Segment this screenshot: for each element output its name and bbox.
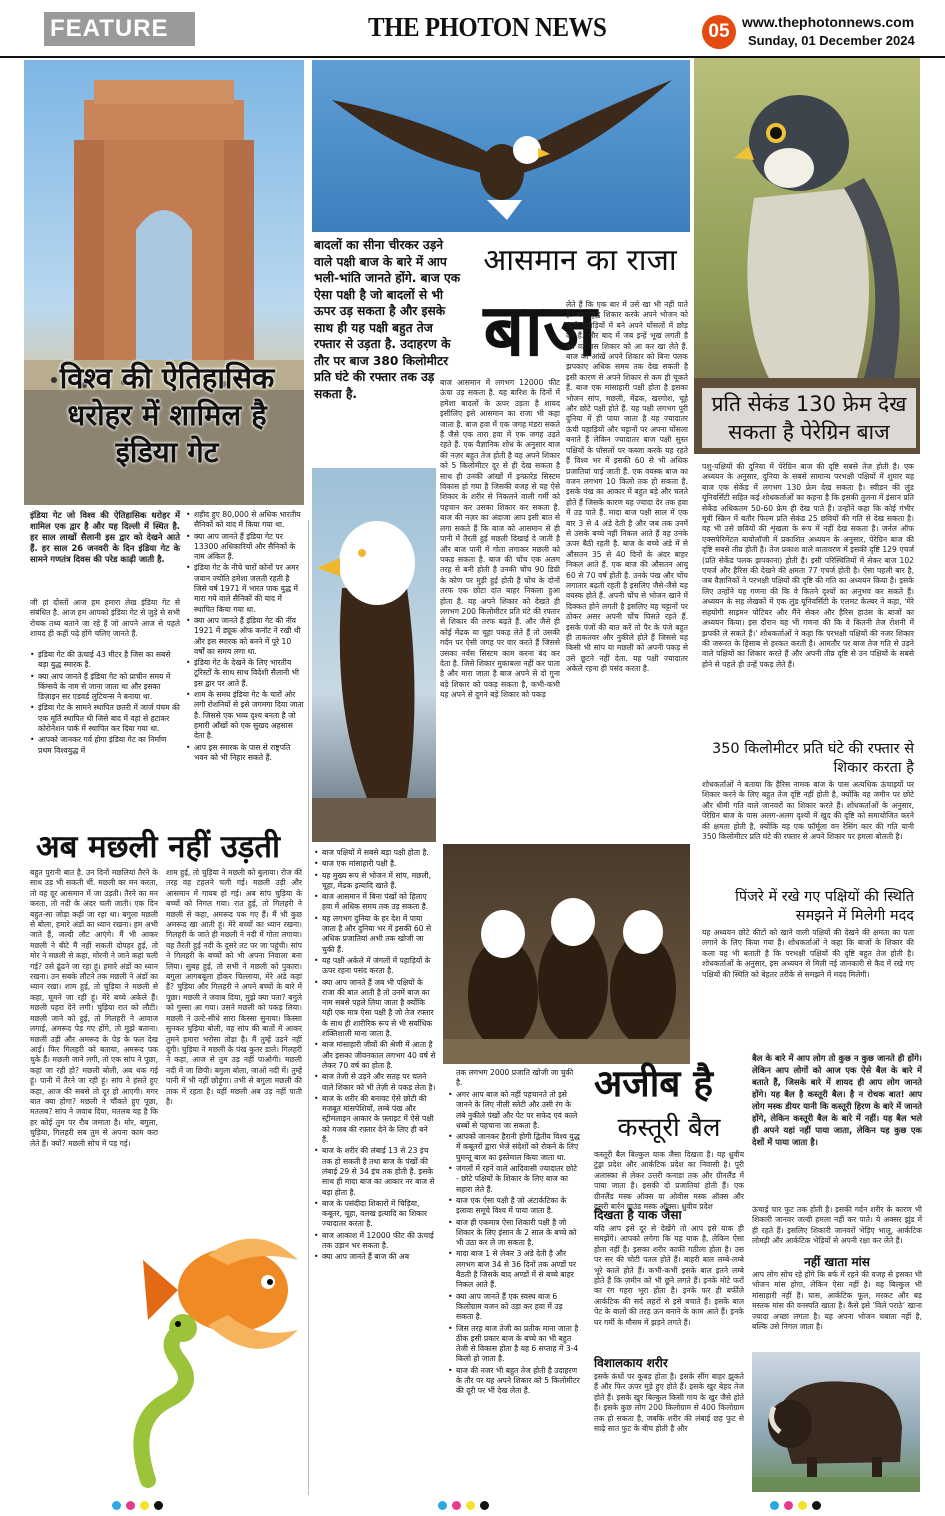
india-gate-facts-1 bbox=[30, 650, 180, 820]
musk-ox-illustration bbox=[752, 1352, 920, 1492]
fish-story-col-1: बहुत पुरानी बात है. उन दिनों मछलियां तैरने के साथ उड़ भी सकती थीं. मछली का मन करता, तो वह दूर आसमान में जा उड़ती। तैरने का मन करता, तो नदी के अंदर चली जाती। एक दिन बहुत-सा जोड़ा कहीं जा रहा था। बगुला मछली से बोला, हमारे अंडों का ध्यान रखना। हम अभी जाते हैं, जल्दी लौट आएंगे। मैं भी आकर मछली ने बीटे मैं नहीं सकती दोपहर हुई, तो मोर ने मछली से कहा, मोरनी ने जाने कहां चली गई? उसे ढूंढने जा रहा हूं। हमारे अंडों का ध्यान रखना। उन सबके लौटने तक मछली ने अंडों का ध्यान रखा। शाम हुई, तो चुड़िया ने मछली से कहा, घूमने जा रही हूं। मेरे बच्चे अकेले हैं। मछली पहरा देने लगी। चुड़िया रात को लौटी। मछली जाने को हुई, तो गिलहरी ने आवाज लगाई, अमरूद पेड़ गए होंगे, तो मुझे बताना। मछली उड़ी और अमरूद के पेड़ के फल देख आई। फिर गिलहरी को बताया, अमरूद पक चुके हैं। मछली जाने लगी, तो एक सांप ने पूछा, कहां जा रही हो? मछली बोली, अब थक गई हूं। पानी में तैरने जा रही हूं। सांप ने हंसते हुए कहा, आज की सबसे तो दूर हो आएगी। मगर बात क्या होगा? मछली ने चौंकते हुए पूछा, मतलब? सांप ने जवाब दिया, मतलब यह है कि हर कोई तुम पर रौब जमाता है। मोर, बगुला, चुड़िया, गिलहरी सब तुम से अपना काम करा लेते हैं। क्यों? मछली सोच में पड़ गई। bbox=[30, 868, 158, 1148]
list-item: • बाज पक्षियों में सबसे बड़ा पक्षी होता है. bbox=[314, 848, 436, 858]
list-item: • क्या आप जानते हैं इंडिया गेट को प्राचीन समय में किंग्सवे के नाम से जाना जाता था और इसका डिज़ाइन सर एडवर्ड लुटियन्स ने बनाया था. bbox=[30, 672, 180, 703]
fish-story-col-2: शाम हुई, तो चुड़िया ने मछली को बुलाया। रोज की तरह वह टहलने चली गई। मछली उड़ी और आसमान में गायब हो गई। अब सांप चुड़िया के बच्चों को निगल गया। रात हुई, तो गिलहरी ने मछली से कहा, अमरूद पक गए हैं। मैं भी कुछ अमरूद खा आती हूं। मेरे बच्चों का ध्यान रखना। गिलहरी के जाते ही मछली ने नदी में गोता लगाया। वह तैरती हुई नदी के दूसरे तट पर जा पहुंची। सांप ने गिलहरी के बच्चों को भी अपना निवाला बना लिया। सुबह हुई, तो सभी ने मछली को पुकारा। बगुला आगबबूला होकर चिल्लाया, मेरे अंडे कहां हैं? चुड़िया और गिलहरी ने अपने बच्चों के बारे में पूछा। मछली ने जवाब दिया, मुझे क्या पता? बगुले को गुस्सा आ गया। उसने मछली को पकड़ लिया। मछली ने उल्टे-सीधे सारा किस्सा सुनाया। किस्सा सुनकर चुड़िया बोली, वह सांप की बातों में आकर तुमने हमारा भरोसा तोड़ा है। मैं तुम्हें उड़ने नहीं दूंगी। चुड़िया ने मछली के पंख कुतर डाले। गिलहरी ने कहा, आज से तुम उड़ नहीं पाओगी। मछली नदी में जा छिपी। बगुला बोला, जाओ नदी में। तुम्हें पानी में भी नहीं छोड़ूंगा। तभी से बगुला मछली की ताक में रहता है। वहीं मछली अब उड़ नहीं पाती है। bbox=[166, 868, 302, 1106]
falcon-body-3: यह अध्ययन छोटे कीटों को खाने वाली पक्षियों की देखने की क्षमता का पता लगाने के लिए किया गया है। शोधकर्ताओं ने कहा कि बाजों के शिकार की कला यह भी बताती है कि परभक्षी पक्षियों की दृष्टि बहुत तेज होती है। शोधकर्ताओं के अनुसार, इस अध्ययन से मिली नई जानकारी से कैद में रखे गए पक्षियों की स्थिति को बेहतर तरीके से समझने में मदद मिलेगी। bbox=[702, 928, 914, 979]
eagle-body-col-1: बाज आसमान में लगभग 12000 फीट ऊंचा उड़ सकता है. यह बारिश के दिनों में हमेशा बादलों के ऊपर उड़ता है शायद इसीलिए इसे आसमान का राजा भी कहा जाता है. बाज हवा में एक जगह मंडरा सकते हैं जैसे एक तारा हवा में एक जगह उड़ते रहते हैं. एक वैज्ञानिक शोध के अनुसार बाज की नज़र बहुत तेज होती है यह अपने शिकार को 5 किलोमीटर दूर से ही देख सकता है साथ ही उनकी आंखों में इन्फ्रारेड सिस्टम विकास हो गया है जिसकी वजह से यह ऐसे शिकार के शरीर से निकलने वाली गर्मी को पहचान कर उसका शिकार कर सकता है. बाज की नज़र का अंदाजा आप इसी बात से लगा सकते हैं कि बाज को आसमान से ही पानी में तैरती हुई मछली दिखाई दे जाती है और बाज पानी में गोता लगाकर मछली को पकड़ सकता है. बाज की चोंच एक अलग तरह से बनी होती है उनकी चोंच 90 डिग्री के कोण पर मुड़ी हुई होती है चोंच के दोनों तरफ एक छोटा दांत बाहर निकला हुआ होता है. यह अपने शिकार को देखते ही लगभग 200 किलोमीटर प्रति घंटे की रफ्तार से शिकार की तरफ बढ़ते हैं. और जैसे ही कोई मेंढक या चूहा पकड़ लेते हैं तो उसकी गर्दन पर ऐसी जगह पर वार करते हैं जिससे उसका नर्वस सिस्टम काम करना बंद कर देता है. जिसे शिकार मुकाबला नहीं कर पाता है और मारा जाता है बाज अपने से दो गुना बड़े शिकार को पकड़ सकता है, कभी-कभी यह अपने से दुगने बड़े शिकार को पकड़ bbox=[440, 378, 560, 700]
musk-ox-subheading-looks: दिखता है याक जैसा bbox=[594, 1208, 682, 1222]
column-divider bbox=[308, 520, 309, 1495]
list-item: • यह मुख्य रूप से भोजन में सांप, मछली, चूहा, मेंढक इत्यादि खाते हैं. bbox=[314, 871, 436, 892]
list-item: • शहीद हुए 80,000 से अधिक भारतीय सैनिकों को याद में किया गया था. bbox=[186, 510, 304, 531]
eagle-facts-1 bbox=[314, 848, 436, 1496]
page-number: 05 bbox=[702, 15, 736, 49]
list-item: • आपको जानकर गर्व होगा इंडिया गेट का निर्माण प्रथम विश्वयुद्ध में bbox=[30, 735, 180, 756]
list-item: • बाज तेजी से उड़ने और सतह पर चलने वाले शिकार को भी तेज़ी से पकड़ लेता है। bbox=[314, 1072, 436, 1093]
musk-ox-col-1b: यदि आप इसे दूर से देखेंगे तो आप इसे याक ही समझेंगे। आपको लगेगा कि यह याक है, लेकिन ऐसा होता नहीं है। इसका शरीर काफी गठीला होता है। उस पर सर की चोटी पतल होते हैं। बाहरी बाल लम्बे-लम्बे भूरे काले होते हैं। कभी-कभी इसके बाल इतने लम्बे होते हैं कि ज़मीन को भी छूने लगते हैं। इनके मोटे फरों का रंग गहरा भूरा होता है। इनके फर ही बर्फीले आर्कटिक की सर्द लहरों से इसे बचाते हैं। इसके बाल पेट के बालों की तरह ऊन बनाने के काम आते हैं। इनके घर गर्मी के मौसम में झड़ने लगते हैं। bbox=[594, 1224, 744, 1327]
eagle-facts-2 bbox=[448, 1090, 582, 1495]
musk-ox-col-1c: इसके कंधों पर कूबड़ होता है। इसके सींग बाहर झुकते हैं और फिर ऊपर मुड़े हुए होते हैं। इसके खुर बेहद तेज होते हैं। इसके खुर बिल्कुल किसी गाय के खुर जैसे होते हैं। इसके कुछ लोग 200 किलोग्राम से 400 किलोग्राम तक हो सकता है, जबकि शरीर की लंबाई छह फुट से साढ़े सात फुट के बीच होती है और bbox=[594, 1372, 744, 1434]
eagle-flight-photo bbox=[312, 60, 690, 232]
list-item: • बाज ही एकमात्र ऐसा शिकारी पक्षी है जो शिकार के लिए इंसान के 2 साल के बच्चे को भी उठा कर ले जा सकता है. bbox=[448, 1218, 582, 1249]
eagle-portrait-illustration bbox=[312, 468, 436, 842]
musk-ox-photo bbox=[752, 1352, 920, 1492]
section-tag: FEATURE bbox=[40, 12, 195, 46]
list-item: • बाज आकाश में 12000 फीट की ऊंचाई तक उड़ान भर सकता है. bbox=[314, 1231, 436, 1252]
list-item: • बाज के पसंदीदा शिकारों में चिड़िया, कबूतर, चूहा, वलख इत्यादि का शिकार ज्यादातर करता है. bbox=[314, 1199, 436, 1230]
list-item: • आपको जानकर हैरानी होगी द्वितीय विश्व युद्ध में कबूतरों द्वारा भेजे संदेशों को रोकने के लिए घुमन्तू बाज का इस्तेमाल किया जाता था. bbox=[448, 1132, 582, 1163]
india-gate-facts-2 bbox=[186, 510, 304, 820]
list-item: • यह लगभग दुनिया के हर देश में पाया जाता है और दुनिया भर में इसकी 60 से अधिक प्रजातियां अभी तक खोजी जा चुकी हैं. bbox=[314, 914, 436, 955]
list-item: • बाज के शरीर की लंबाई 13 से 23 इंच तक हो सकती है तथा बाज के पंखों की लंबाई 29 से 34 इंच तक होती है. इसके साथ ही मादा बाज का आकार नर बाज से बड़ा होता है. bbox=[314, 1146, 436, 1197]
list-item: • इंडिया गेट के देखने के लिए भारतीय टूरिस्टों के साथ साथ विदेशी सैलानी भी इस द्वार पर आते हैं. bbox=[186, 658, 304, 689]
falcon-subheading-cage: पिंजरे में रखे गए पक्षियों की स्थिति समझने में मिलेगी मदद bbox=[735, 889, 914, 924]
list-item: • आप इस स्मारक के पास से राष्ट्रपति भवन को भी निहार सकते हैं. bbox=[186, 743, 304, 764]
musk-ox-col-1: कस्तूरी बैल बिल्कुल याक जैसा दिखता है। यह ध्रुवीय टुंड्रा प्रदेश और आर्कटिक प्रदेश का निवासी है। पूरी अलास्का से लेकर उत्तरी कनाडा तक और ग्रीनलैंड में पाया जाता है। इसकी दो प्रजातियां होती हैं। एक ग्रीनलैंड मस्क ऑक्स या ओवीस मस्क ऑक्स और दूसरी बार्रन ग्राउंड मस्क ऑक्स। ध्रुवीय प्रदेश bbox=[594, 1150, 744, 1212]
india-gate-lead: इंडिया गेट जो विश्व की ऐतिहासिक धरोहर में शामिल एक द्वार है और यह दिल्ली में स्थित है. हर साल लाखों सैलानी इस द्वार को देखने आते हैं. हर साल 26 जनवरी के दिन इंडिया गेट के सामने गणतंत्र दिवस की परेड काढ़ी जाती है. bbox=[30, 510, 180, 564]
list-item: • जिस तरह बाज तेजी का प्रतीक माना जाता है ठीक इसी प्रकार बाज के बच्चे का भी बहुत तेजी से विकास होता है यह 6 सप्ताह में 3-4 किलो हो जाता है. bbox=[448, 1324, 582, 1365]
list-item: • अगर आप बाज को नहीं पहचानते तो इसे जानने के लिए नीली स्लेटी और उसी रंग के लंबे नुकीले पंखों और पेट पर सफेद एवं काले धब्बों से पहचाना जा सकता है. bbox=[448, 1090, 582, 1131]
list-item: • क्या आप जानते हैं जब भी पक्षियों के राजा की बात आती है तो उनमें बाज का नाम सबसे पहले लिया जाता है क्योंकि यही एक मात्र ऐसा पक्षी है जो तेज रफ्तार के साथ ही शारीरिक रूप से भी सर्वाधिक शक्तिशाली माना जाता है. bbox=[314, 978, 436, 1040]
eagle-intro: बादलों का सीना चीरकर उड़ने वाले पक्षी बाज के बारे में आप भली-भांति जानते होंगे. बाज एक ऐसा पक्षी है जो बादलों से भी ऊपर उड़ सकता है और इसके साथ ही यह पक्षी बहुत तेज रफ्तार से उड़ता है. उदाहरण के तौर पर बाज 380 किलोमीटर प्रति घंटे की रफ्तार तक उड़ सकता है. bbox=[314, 238, 461, 401]
eagle-title-main: बाज bbox=[483, 288, 597, 372]
eagle-group-photo bbox=[443, 844, 690, 1064]
fish-snake-illustration bbox=[108, 1220, 304, 1490]
list-item: • बाज मांसाहारी जीवों की श्रेणी में आता है और इसका जीवनकाल लगभग 40 वर्ष से लेकर 70 वर्ष का होता है. bbox=[314, 1040, 436, 1071]
fish-story-headline: अब मछली नहीं उड़ती bbox=[36, 829, 281, 865]
musk-ox-title-1: अजीब है bbox=[594, 1062, 713, 1105]
falcon-headline: प्रति सेकंड 130 फ्रेम देख सकता है पेरेग्रिन बाज bbox=[702, 388, 916, 448]
list-item: • बाज आसमान में बिना पंखों को हिलाए हवा में अधिक समय तक उड़ सकता है. bbox=[314, 892, 436, 913]
list-item: • क्या आप जानते हैं बाज की अब bbox=[314, 1252, 436, 1262]
list-item: • क्या आप जानते हैं इंडिया गेट पर 13300 अधिकारियों और सैनिकों के नाम अंकित हैं. bbox=[186, 532, 304, 563]
musk-ox-intro: बैल के बारे में आप लोग तो कुछ न कुछ जानते ही होंगे। लेकिन आप लोगों को आज एक ऐसे बैल के बारे में बताते हैं, जिसके बारे में शायद ही आप लोग जानते होंगे। यह बैल है कस्तूरी बैल। है न रोचक बात! आप लोग मस्क डीयर यानी कि कस्तूरी हिरण के बारे में जानते होंगे, लेकिन कस्तूरी बैल के बारे में नहीं। यह बैल भले ही अपने यहां नहीं पाया जाता, लेकिन यह कुछ एक देशों में पाया जाता है। bbox=[752, 1053, 922, 1147]
list-item: • बाज एक ऐसा पक्षी है जो अंटार्कटिका के इलावा समूचे विश्व में पाया जाता है. bbox=[448, 1196, 582, 1217]
list-item: • मादा बाज 1 से लेकर 3 अंडे देती है और लगभग बाज 34 से 36 दिनों तक अण्डों पर बैठती है जिसके बाद अण्डों में से बच्चे बाहर निकल आते हैं. bbox=[448, 1249, 582, 1290]
india-gate-body: जी हां दोस्तों आज हम हमारा लेख इंडिया गेट से संबंधित है. आज हम आपको इंडिया गेट से जुड़े से सभी रोचक तथ्य बताने जा रहे हैं जो आपने आज से पहले शायद ही कहीं पढ़े होंगे चलिए जानते हैं. bbox=[30, 598, 180, 639]
eagle-facts-continued: तक लगभग 2000 प्रजाति खोजी जा चुकी है. bbox=[456, 1068, 574, 1088]
website-link[interactable]: www.thephotonnews.com bbox=[742, 14, 915, 30]
eagle-group-illustration bbox=[443, 844, 690, 1064]
list-item: • बाज की नजर भी बहुत तेज होती है उदाहरण के तौर पर यह अपने शिकार को 5 किलोमीटर की दूरी पर भी देख लेता है. bbox=[448, 1366, 582, 1397]
eagle-portrait-photo bbox=[312, 468, 436, 842]
list-item: • क्या आप जानते हैं इंडिया गेट की नींव 1921 में ड्यूक ऑफ कनॉट ने रखी थी और इस स्मारक को बनने में पूरे 10 वर्षों का समय लगा था. bbox=[186, 616, 304, 657]
eagle-flight-illustration bbox=[312, 60, 690, 232]
issue-date: Sunday, 01 December 2024 bbox=[748, 33, 915, 48]
list-item: • क्या आप जानते हैं एक स्वस्थ बाज 6 किलोग्राम वजन को उड़ा कर हवा में उड़ सकता है. bbox=[448, 1292, 582, 1323]
falcon-body-1: पशु-पक्षियों की दुनिया में पेरेग्रिन बाज की दृष्टि सबसे तेज होती है। एक अध्ययन के अनुसार, दुनिया के सबसे सामान्य परभक्षी पक्षियों में शुमार यह बाज एक सेकेंड में लगभग 130 फ्रेम देख सकता है। स्वीडन की लुंड यूनिवर्सिटी सहित कई शोधकर्ताओं का कहना है कि इसकी तुलना में इंसान प्रति सेकेंड अधिकतम 50-60 फ्रेम ही देख पाते हैं। उन्होंने कहा कि कोई गंभीर मूवी स्क्रिन में बतौर फिल्म प्रति सेकंड 25 छवियों की गति से देख सकता है। वह भी उसे छवियों की शृंखला के रूप में नहीं देख सकता है। जर्नल ऑफ एक्सपेरिमेंटल बायोलॉजी में प्रकाशित अध्ययन के अनुसार, पेरेग्रिन बाज की दृष्टि सबसे तीव्र होती है। तेज प्रकाश वाले वातावरण में इसकी दृष्टि 129 एचर्ज (प्रति सेकेंड पलक झपकाना) होती है। इसी परिस्थितियों में सेकर बाज 102 एचर्ज और हैरिस की देखने की क्षमता 77 एचर्ज होती है। ऐसा पहली बार है, जब वैज्ञानिकों ने परभक्षी पक्षियों की दृष्टि की गति का अध्ययन किया है। इसके लिए उन्होंने यह गणना की कि वे कितने दृश्यों का अनुभव कर सकते हैं। अध्ययन के सह लेखकों में एक लुंड यूनिवर्सिटी के एलमट केल्बर ने कहा, 'मेरे सहयोगी साइमन पोटियर और मैंने सेकर और हैरिस हाउंस के बाजों का अध्ययन किया। इस दौरान यह भी गणना की कि वे कितनी तेज रोशनी में झपकी ले सकते हैं।' शोधकर्ताओं ने कहा कि परभक्षी पक्षियों की नजर शिकार की जरूरत के हिसाब से हरकत करती है। आमतौर पर बाज तेज गति से उड़ने वाले पक्षियों का शिकार करते हैं और अपनी तीव्र दृष्टि से उन पक्षियों के सबसे होने से पहले ही उन्हें पकड़ लेते हैं। bbox=[702, 462, 914, 669]
list-item: • जंगलों में रहने वाले आदिवासी ज्यादातर छोटे - छोटे पक्षियों के शिकार के लिए बाज का सहारा लेते हैं. bbox=[448, 1164, 582, 1195]
eagle-body-col-2: लेते हैं कि एक बार में उसे खा भी नहीं पाते हैं. अंधड़वृद्ध शिकार करके अपने भोजन को ऊंची पहाड़ियों में बने अपने घोंसलों में छोड़ देते हैं. और बाद में जब इन्हें भूख लगती है तब वह उस शिकार को आ कर खा लेते हैं. बाज की आंखें अपने शिकार को बिना पलक झपकाए अधिक समय तक देख सकती है इसी कारण से अपने शिकार से कम ही चूकते हैं. बाज एक मांसाहारी पक्षी होता है इसका भोजन सांप, मछली, मेंढक, खरगोश, चूहे और छोटे पक्षी होते हैं. यह पक्षी लगभग पूरी दुनिया में ही पाया जाता है यह ज्यादातर ऊंची पहाड़ियों और चट्टानों पर अपना घोंसला बनाते हैं लेकिन ज्यादातर बाज पक्षी सुस्त पक्षियों के घोंसलों पर कब्जा करके यह रहते हैं विश्व भर में इसकी 60 से भी अधिक प्रजातियां पाई जाती हैं. एक वयस्क बाज का वजन लगभग 10 किलो तक हो सकता है. इसके पंख का आकार में बहुत बड़े और चलते होते हैं जिसके कारण यह ज्यादा देर तक हवा में उड़ पाते हैं. मादा बाज पक्षी साल में एक बार 3 से 4 अंडे देती है और जब तक उनमें से उसके बच्चे नहीं निकल आते हैं वह उनके ऊपर बैठी रहती है. बाज के बच्चे अंडे में से औसतन 35 से 40 दिनों के अंदर बाहर निकल आते हैं. एक बाज की औसतन आयु 60 से 70 वर्ष होती है. उनके पंख और चोंच लगातार बढ़ती रहती है इसलिए जैसे-जैसे यह वयस्क होते हैं. अपनी चोंच से भोजन खाने में दिक्कत होने लगती है इसलिए यह चट्टानों पर ठोकर असर अपनी चोंच घिसते रहते हैं. इसके पंजों की बात करें तो पैर के पंजे बहुत ही ताकतवर और नुकीले होते हैं जिससे यह किसी भी सांप या मछली को अपनी पकड़ से उसे छूटने नहीं देता. यह पक्षी ज्यादातर अकेले रहना ही पसंद करता है. bbox=[566, 300, 688, 674]
falcon-body-2: शोधकर्ताओं ने बताया कि हैरिस नामक बाज के पास अत्यधिक ऊंचाइयों पर शिकार करने के लिए बहुत तेज दृष्टि नहीं होती है, क्योंकि वह जमीन पर छोटे और धीमी गति वाले जानवरों का शिकार करते हैं। शोधकर्ताओं के अनुसार, पेरेग्रिन बाज के पास अलग-अलग दृश्यों में खुद की दृष्टि को समायोजित करने की क्षमता होती है, क्योंकि यह एक फॉर्मूला वन रेसिंग कार की गति यानी 350 किलोमीटर प्रति घंटे की रफ्तार से अपने शिकार पर हमला बोलती है। bbox=[702, 780, 914, 842]
fish-illustration bbox=[108, 1220, 304, 1490]
list-item: • इंडिया गेट के सामने स्थापित छतरी में जार्ज पंचम की एक मूर्ति स्थापित थी जिसे बाद में वहां से हटाकर कोरोनेशन पार्क में स्थापित कर दिया गया था. bbox=[30, 703, 180, 734]
list-item: • बाज एक मांसाहारी पक्षी है. bbox=[314, 859, 436, 869]
falcon-subheading-speed: 350 किलोमीटर प्रति घंटे की रफ्तार से शिकार करता है bbox=[711, 741, 914, 776]
musk-ox-col-2: ऊंचाई चार फुट तक होती है। इसकी गर्दन शरीर के कारण भी शिकारी जानवर जल्दी हमला नहीं कर पाते। ये अक्सर झुंड में ही रहते हैं। इसलिए शिकारी जानवरों भेड़िए भालू, आर्कटिक लोमड़ी और आर्कटिक भेड़ियों से अपनी रक्षा कर लेते हैं। bbox=[752, 1205, 922, 1246]
musk-ox-subheading-body: विशालकाय शरीर bbox=[594, 1356, 668, 1370]
list-item: • यह पक्षी अकेले में जंगलों में पहाड़ियों के ऊपर रहना पसंद करता है. bbox=[314, 956, 436, 977]
india-gate-headline: विश्व की ऐतिहासिक धरोहर में शामिल है इंडिया गेट bbox=[59, 361, 275, 469]
musk-ox-col-2b: आप लोग सोच रहे होंगे कि बर्फ में रहने की वजह से इसका भी भोजन मांस होगा, लेकिन ऐसा नहीं है। यह बिल्कुल भी मांसाहारी नहीं है। घास, आर्कटिक फूल, मरकट और बड़ मस्तक मांस की वनस्पति खाता है। कैसे इसे ‘विले पराठे’ खाना ज्यादा अच्छा लगता है। यह अपना भोजन चबाता नहीं है, बल्कि उसे निगल जाता है। bbox=[752, 1270, 922, 1332]
masthead: THE PHOTON NEWS bbox=[368, 12, 607, 42]
list-item: • शाम के समय इंडिया गेट के चारों ओर लगी रोशनियों से इसे जगमगा दिया जाता है. जिससे एक भव्य दृश्य बनता है जो हमारी आँखों को एक सुखद अहसास देता है. bbox=[186, 690, 304, 741]
musk-ox-title-2: कस्तूरी बैल bbox=[617, 1113, 721, 1143]
eagle-title-top: आसमान का राजा bbox=[483, 243, 677, 278]
list-item: • बाज के शरीर की बनावट ऐसे छोटी की मजबूत मांसपेशियों, लम्बे पंख और स्ट्रीमलाइन आकार के फ़्लाइट में ऐसे पक्षी को गजब की रफ़्तार देने के लिए ही बने हैं. bbox=[314, 1094, 436, 1145]
list-item: • इंडिया गेट के नीचे चारों कोनों पर अमर जवान ज्योति हमेशा जलती रहती है जिसे वर्ष 1971 में भारत पाक युद्ध में मारा गये वाले सैनिकों की याद में स्थापित किया गया था. bbox=[186, 563, 304, 614]
print-registration-bar bbox=[0, 1496, 945, 1516]
list-item: • इंडिया गेट की ऊंचाई 43 मीटर है जिस का सबसे बड़ा युद्ध स्मारक है. bbox=[30, 650, 180, 671]
musk-ox-subheading-diet: नहीं खाता मांस bbox=[804, 1255, 870, 1269]
